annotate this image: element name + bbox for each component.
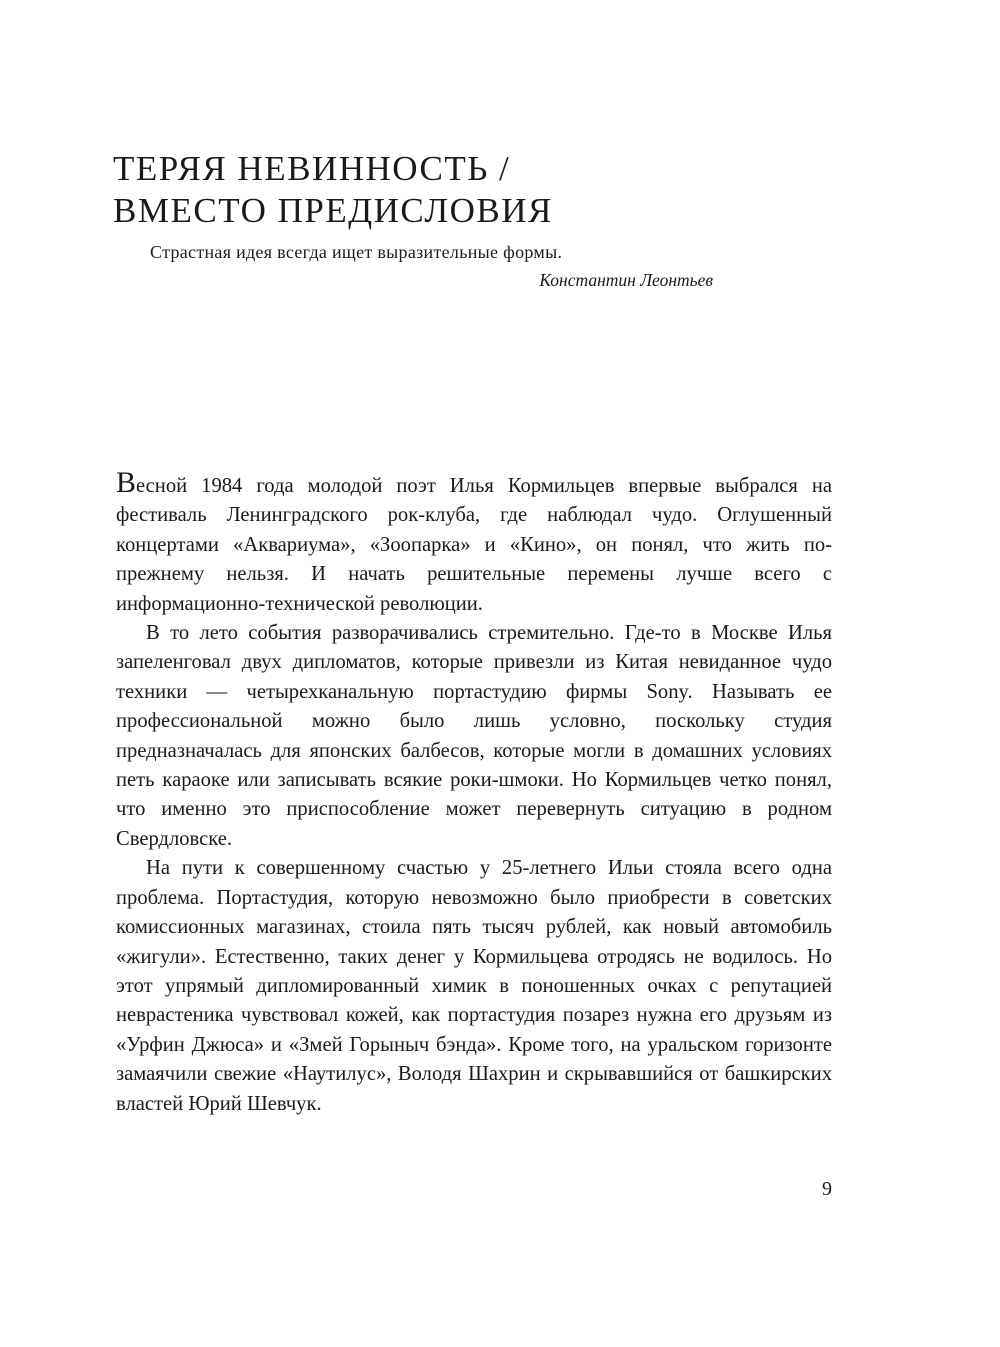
chapter-title-line-2: ВМЕСТО ПРЕДИСЛОВИЯ (113, 191, 553, 230)
epigraph (113, 240, 713, 292)
epigraph-quote: Страстная идея всегда ищет выразительные формы. (150, 242, 563, 262)
paragraph-1 (116, 466, 832, 619)
epigraph-author: Константин Леонтьев (539, 270, 713, 290)
initial-letter: В (116, 466, 137, 499)
paragraph-2: В то лето события разворачивались стремительно. Где-то в Москве Илья запеленговал двух дипломатов, которые привезли из Китая невиданное чудо техники — четырехканальную портастудию фирмы Sony. Называть ее профессиональной можно было лишь условно, поскольку студия предназначалась для японских балбесов, которые могли в домашних условиях петь караоке или записывать всякие роки-шмоки. Но Кормильцев четко понял, что именно это приспособление может перевернуть ситуацию в родном Свердловске. (116, 622, 832, 850)
paragraph-3: На пути к совершенному счастью у 25-летнего Ильи стояла всего одна проблема. Портастудия, которую невозможно было приобрести в советских комиссионных магазинах, стоила пять тысяч рублей, как новый автомобиль «жигули». Естественно, таких денег у Кормильцева отродясь не водилось. Но этот упрямый дипломированный химик в поношенных очках с репутацией неврастеника чувствовал кожей, как портастудия позарез нужна его друзьям из «Урфин Джюса» и «Змей Горыныч бэнда». Кроме того, на уральском горизонте замаячили свежие «Наутилус», Володя Шахрин и скрывавшийся от башкирских властей Юрий Шевчук. (116, 857, 832, 1115)
paragraph-1-text: есной 1984 года молодой поэт Илья Кормильцев впервые выбрался на фестиваль Ленинградского рок-клуба, где наблюдал чудо. Оглушенный концертами «Аквариума», «Зоопарка» и «Кино», он понял, что жить по-прежнему нельзя. И начать решительные перемены лучше всего с информационно-технической революции. (116, 475, 832, 615)
chapter-title-line-1: ТЕРЯЯ НЕВИННОСТЬ / (113, 149, 511, 188)
body-text (116, 466, 832, 1119)
chapter-title (113, 148, 833, 232)
page-number: 9 (822, 1178, 832, 1200)
